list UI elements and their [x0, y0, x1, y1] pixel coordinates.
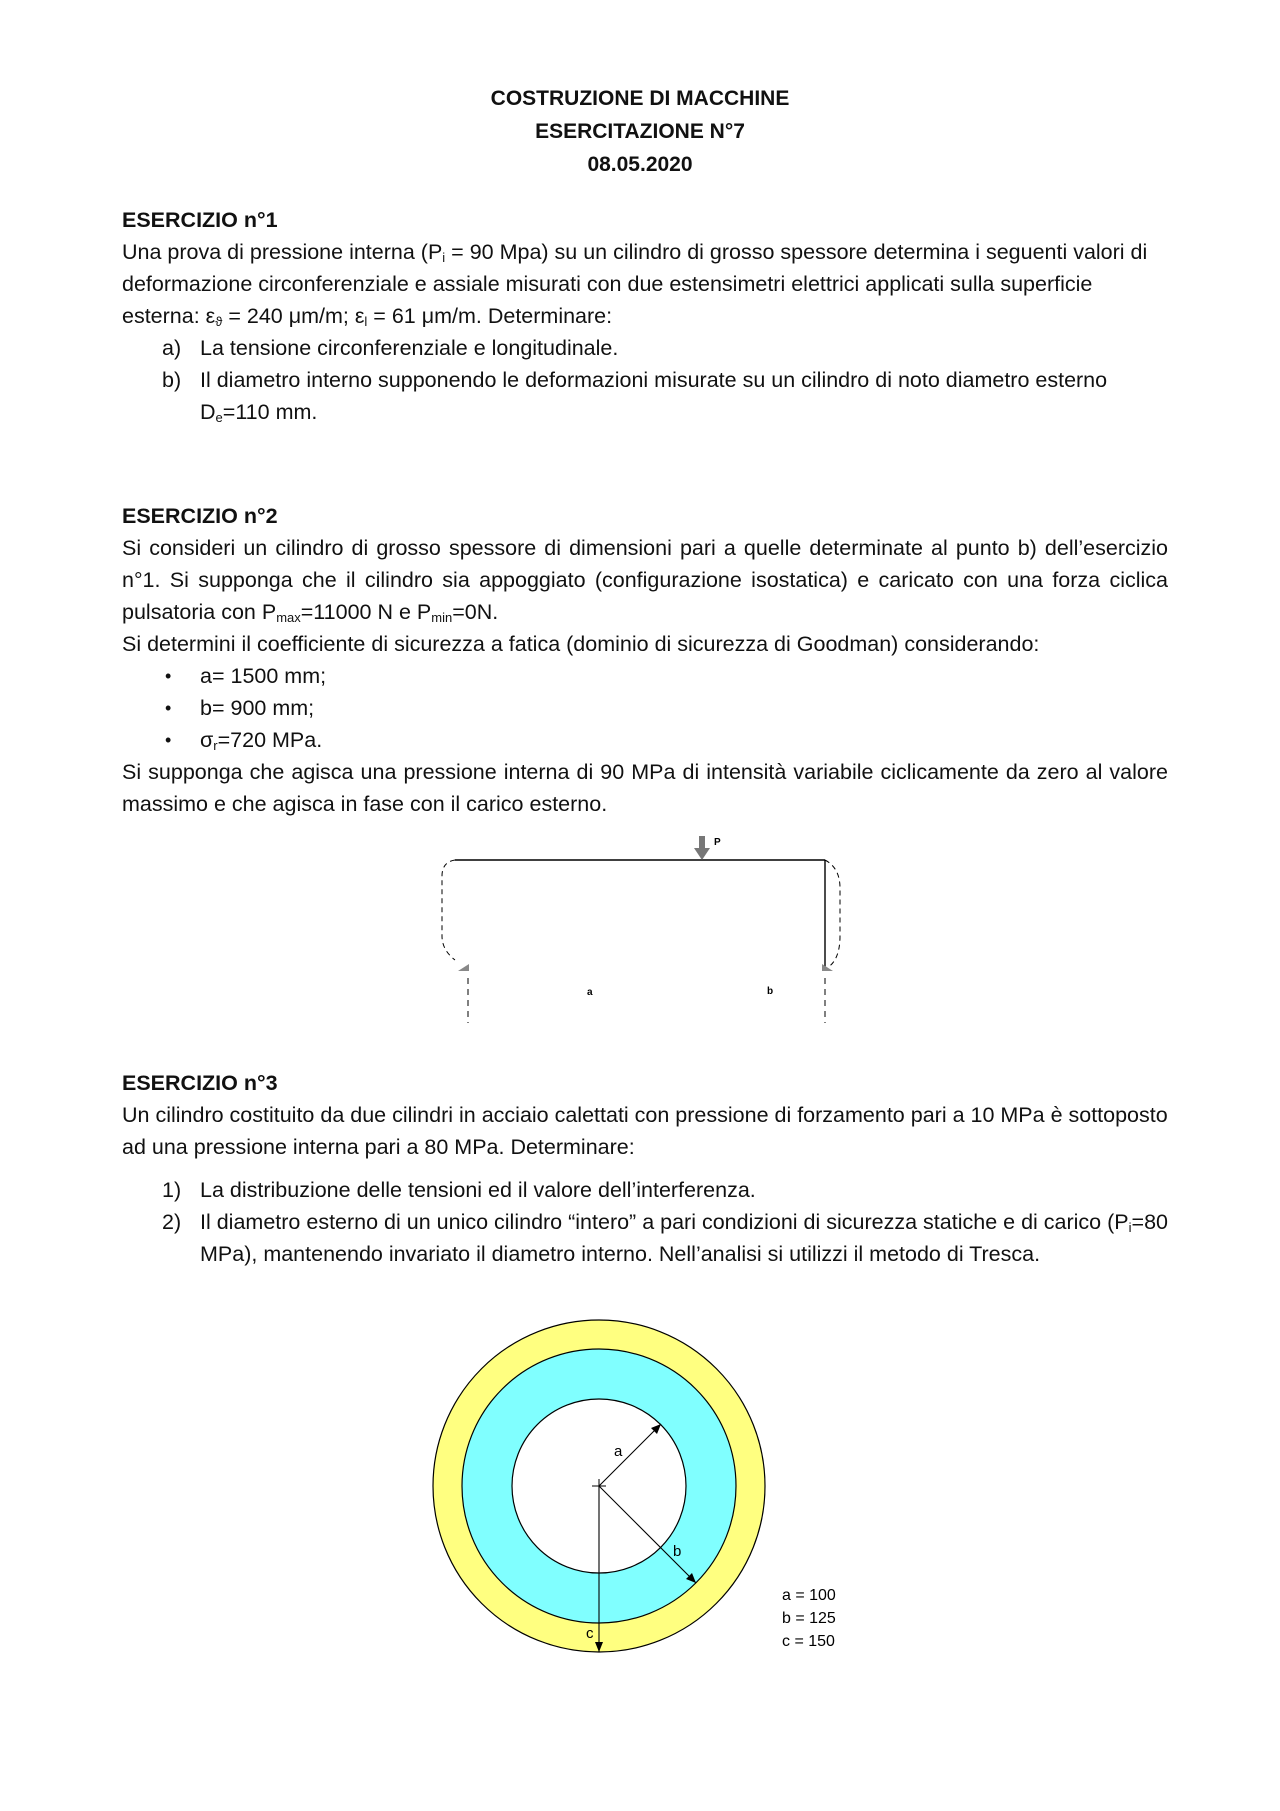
exercise-set-title: ESERCITAZIONE N°7 [535, 120, 745, 143]
exercise-2 [122, 500, 1168, 820]
legend-c: c = 150 [782, 1633, 835, 1650]
list-item: 2) Il diametro esterno di un unico cilindro “intero” a pari condizioni di sicurezza statiche e di carico ($P_i=80$ MPa), mantenendo invariato il diametro interno. Nell’analisi si utilizzi il metodo di Tresca. [162, 1210, 1168, 1266]
exercise-3-title: ESERCIZIO n°3 [122, 1071, 278, 1095]
exercise-2-paragraph-1: Si consideri un cilindro di grosso spessore di dimensioni pari a quelle determinate al punto b) dell’esercizio n°1. Si supponga che il cilindro sia appoggiato (configurazione isostatica) e caricato con una forza ciclica pulsatoria con $P_{max}=11000$ N e $P_{min}=0N$. [122, 536, 1168, 625]
dimension-a-label: a [587, 987, 593, 998]
cylinders-figure [420, 1310, 880, 1670]
legend-b: b = 125 [782, 1610, 836, 1627]
dimensions-legend [782, 1587, 836, 1650]
list-item: • $\sigma_r=720$ MPa. [165, 728, 323, 753]
legend-a: a = 100 [782, 1587, 836, 1604]
course-title: COSTRUZIONE DI MACCHINE [490, 87, 790, 110]
exercise-1 [122, 204, 1168, 428]
exercise-2-paragraph-2: Si determini il coefficiente di sicurezza a fatica (dominio di sicurezza di Goodman) considerando: [122, 632, 1040, 656]
exercise-2-title: ESERCIZIO n°2 [122, 504, 278, 528]
exercise-2-paragraph-3: Si supponga che agisca una pressione interna di 90 MPa di intensità variabile ciclicamente da zero al valore massimo e che agisca in fase con il carico esterno. [122, 760, 1168, 816]
beam-right-break [825, 860, 840, 968]
exercise-1-questions [122, 332, 1168, 428]
list-item: • b= 900 mm; [165, 696, 315, 720]
load-label: P [714, 837, 721, 848]
list-item: • a= 1500 mm; [165, 664, 327, 688]
exercise-1-text: Una prova di pressione interna ($P_i = 90$ Mpa) su un cilindro di grosso spessore determina i seguenti valori di deformazione circonferenziale e assiale misurati con due estensimetri elettrici applicati sulla superficie esterna: $\varepsilon_ϑ = 240$ μm/m; $\varepsilon_l = 61$ μm/m. Determinare: [122, 240, 1148, 329]
document-date: 08.05.2020 [587, 153, 693, 176]
list-item: b) Il diametro interno supponendo le deformazioni misurate su un cilindro di noto diametro esterno $D_e=110$ mm. [162, 368, 1108, 425]
load-arrow-icon [694, 836, 710, 860]
dimension-b-label: b [767, 986, 774, 997]
list-item: 1) La distribuzione delle tensioni ed il valore dell’interferenza. [162, 1178, 756, 1202]
radius-a-label: a [614, 1443, 623, 1460]
left-support-icon [458, 964, 469, 971]
exercise-2-data-list [122, 660, 1168, 756]
exercise-1-title: ESERCIZIO n°1 [122, 208, 278, 232]
document-header [0, 82, 1280, 181]
list-item: a) La tensione circonferenziale e longitudinale. [162, 336, 619, 360]
beam-figure [430, 828, 850, 1023]
radius-b-label: b [673, 1543, 682, 1560]
exercise-3 [122, 1067, 1168, 1270]
radius-c-label: c [586, 1625, 594, 1642]
exercise-3-paragraph: Un cilindro costituito da due cilindri in acciaio calettati con pressione di forzamento pari a 10 MPa è sottoposto ad una pressione interna pari a 80 MPa. Determinare: [122, 1103, 1168, 1159]
beam-left-break [442, 860, 455, 960]
exercise-3-questions [122, 1174, 1168, 1270]
